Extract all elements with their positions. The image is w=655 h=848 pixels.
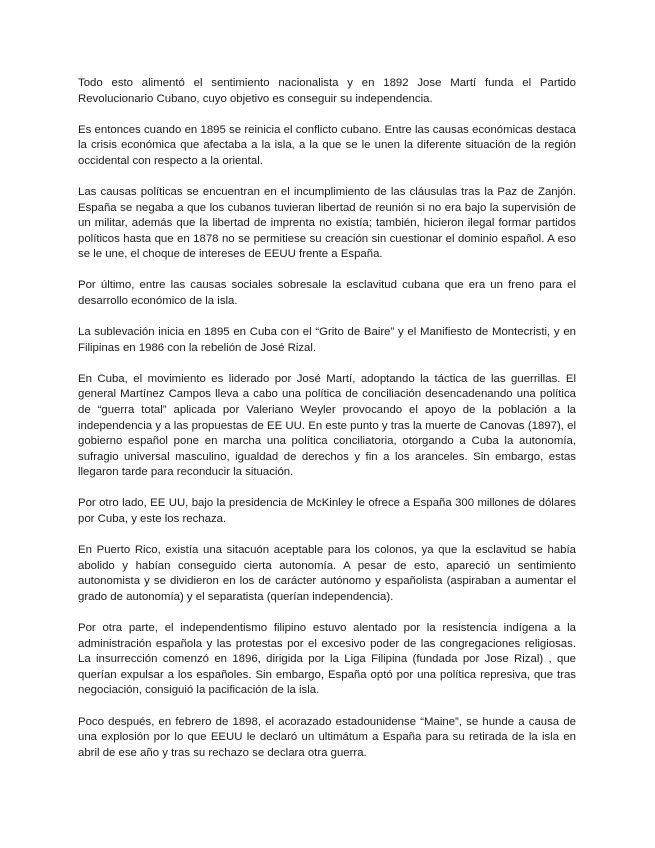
paragraph-5: La sublevación inicia en 1895 en Cuba con el “Grito de Baire” y el Manifiesto de Montecristi, y en Filipinas en 1986 con la rebelión de José Rizal. [78, 326, 576, 354]
paragraph-7: Por otro lado, EE UU, bajo la presidencia de McKinley le ofrece a España 300 millones de dólares por Cuba, y este los rechaza. [78, 497, 576, 526]
paragraph-2: Es entonces cuando en 1895 se reinicia el conflicto cubano. Entre las causas económicas destaca la crisis económica que afectaba a la isla, a la que se le unen la diferente situación de la región occidental con respecto a la oriental. [78, 123, 576, 167]
paragraph-4: Por último, entre las causas sociales sobresale la esclavitud cubana que era un freno para el desarrollo económico de la isla. [78, 279, 576, 308]
paragraph-9: Por otra parte, el independentismo filipino estuvo alentado por la resistencia indígena a la administración española y las protestas por el excesivo poder de las congregaciones religiosas. La insurrección comenzó en 1896, dirigida por la Liga Filipina (fundada por Jose Rizal) , que querían expulsar a los españoles. Sin embargo, España optó por una política represiva, que tras negociación, consiguió la pacificación de la isla. [78, 622, 576, 697]
document-page [78, 76, 576, 777]
paragraph-6: En Cuba, el movimiento es liderado por José Martí, adoptando la táctica de las guerrillas. El general Martínez Campos lleva a cabo una política de conciliación desencadenando una política de “guerra total” aplicada por Valeriano Weyler provocando el apoyo de la población a la independencia y a las propuestas de EE UU. En este punto y tras la muerte de Canovas (1897), el gobierno español pone en marcha una política conciliatoria, otorgando a Cuba la autonomía, sufragio universal masculino, igualdad de derechos y fin a los aranceles. Sin embargo, estas llegaron tarde para reconducir la situación. [78, 372, 576, 479]
paragraph-8: En Puerto Rico, existía una sitacuón aceptable para los colonos, ya que la esclavitud se había abolido y habían conseguido cierta autonomía. A pesar de esto, apareció un sentimiento autonomista y se dividieron en los de carácter autónomo y españolista (aspiraban a aumentar el grado de autonomía) y el separatista (querían independencia). [78, 544, 576, 603]
paragraph-1: Todo esto alimentó el sentimiento nacionalista y en 1892 Jose Martí funda el Partido Revolucionario Cubano, cuyo objetivo es conseguir su independencia. [78, 77, 576, 105]
paragraph-3: Las causas políticas se encuentran en el incumplimiento de las cláusulas tras la Paz de Zanjón. España se negaba a que los cubanos tuvieran libertad de reunión si no era bajo la supervisión de un militar, además que la libertad de imprenta no existía; también, hicieron ilegal formar partidos políticos hasta que en 1878 no se permitiese su creación sin cuestionar el dominio español. A eso se le une, el choque de intereses de EEUU frente a España. [78, 185, 576, 261]
paragraph-10: Poco después, en febrero de 1898, el acorazado estadounidense “Maine”, se hunde a causa de una explosión por lo que EEUU le declaró un ultimátum a España para su retirada de la isla en abril de ese año y tras su rechazo se declara otra guerra. [78, 715, 576, 759]
